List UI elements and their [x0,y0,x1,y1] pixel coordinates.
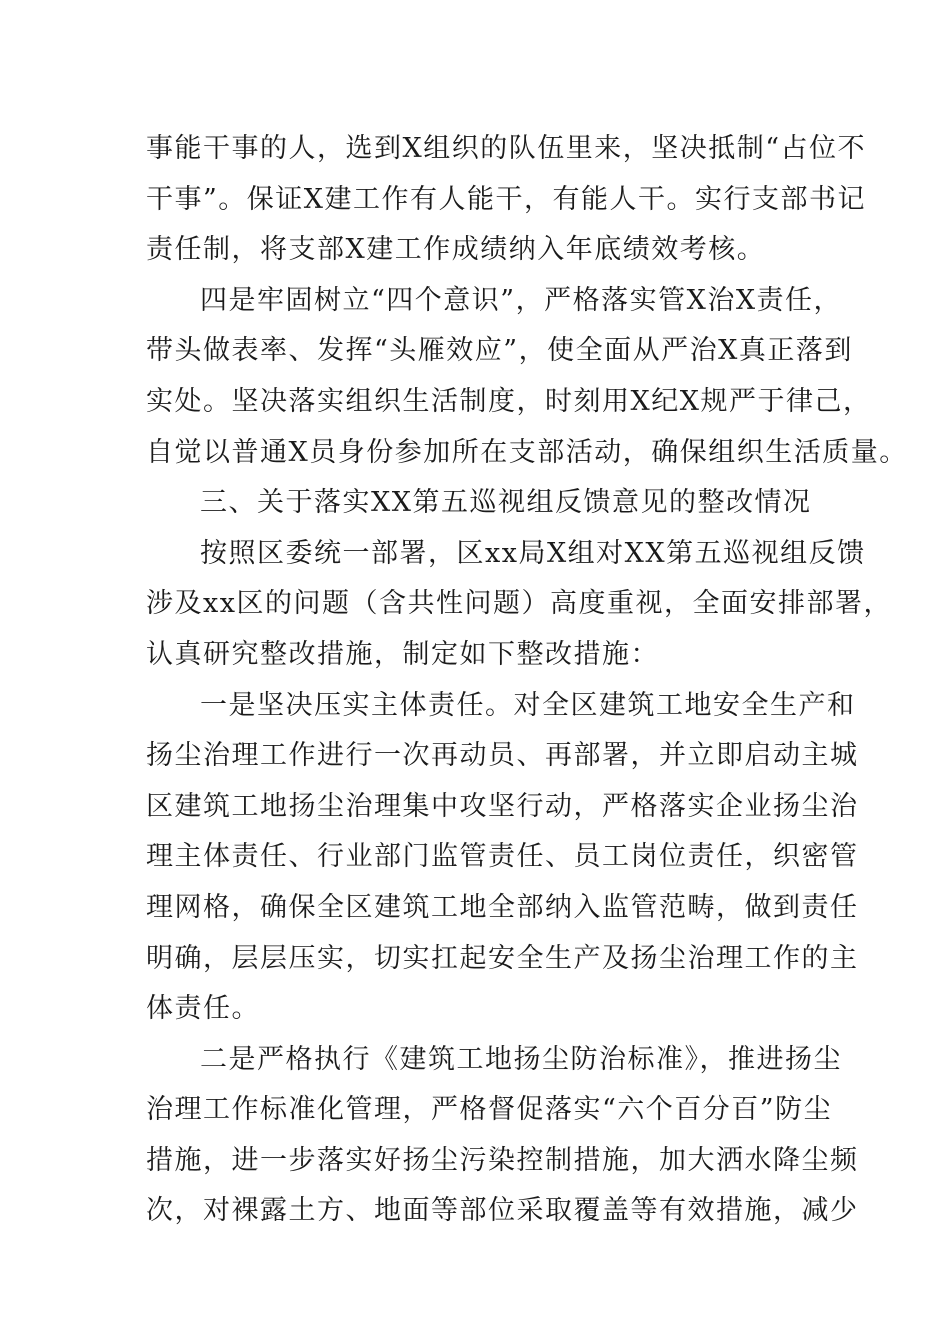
text-line: 区建筑工地扬尘治理集中攻坚行动，严格落实企业扬尘治 [146,790,859,822]
text-line: 一是坚决压实主体责任。对全区建筑工地安全生产和 [200,689,856,721]
text-line: 实处。坚决落实组织生活制度，时刻用X纪X规严于律己， [146,385,872,417]
text-line: 明确，层层压实，切实扛起安全生产及扬尘治理工作的主 [146,942,859,974]
text-line: 理网格，确保全区建筑工地全部纳入监管范畴，做到责任 [146,891,859,923]
paragraph-p5 [146,681,859,1035]
paragraph-p6 [146,1035,859,1237]
text-line: 认真研究整改措施，制定如下整改措施： [146,638,659,670]
text-line: 体责任。 [146,993,260,1025]
text-line: 理主体责任、行业部门监管责任、员工岗位责任，织密管 [146,841,859,873]
text-line: 涉及xx区的问题（含共性问题）高度重视，全面安排部署， [146,588,892,620]
text-line: 治理工作标准化管理，严格督促落实“六个百分百”防尘 [146,1094,833,1126]
text-line: 二是严格执行《建筑工地扬尘防治标准》，推进扬尘 [200,1043,842,1075]
paragraph-p2 [146,276,908,478]
paragraph-p1 [146,124,867,276]
text-line: 按照区委统一部署，区xx局X组对XX第五巡视组反馈 [200,537,866,569]
text-line: 带头做表率、发挥“头雁效应”，使全面从严治X真正落到 [146,335,853,367]
heading-line: 三、关于落实XX第五巡视组反馈意见的整改情况 [200,487,812,519]
text-line: 责任制，将支部X建工作成绩纳入年底绩效考核。 [146,234,766,266]
paragraph-p4 [146,529,892,681]
text-line: 干事”。保证X建工作有人能干，有能人干。实行支部书记 [146,183,867,215]
text-line: 四是牢固树立“四个意识”，严格落实管X治X责任， [200,284,843,316]
section-heading [146,478,826,529]
document-body [146,124,908,1237]
text-line: 事能干事的人，选到X组织的队伍里来，坚决抵制“占位不 [146,133,867,164]
text-line: 扬尘治理工作进行一次再动员、再部署，并立即启动主城 [146,740,859,772]
text-line: 自觉以普通X员身份参加所在支部活动，确保组织生活质量。 [146,436,908,468]
text-line: 措施，进一步落实好扬尘污染控制措施，加大洒水降尘频 [146,1144,859,1176]
text-line: 次，对裸露土方、地面等部位采取覆盖等有效措施，减少 [146,1195,859,1227]
